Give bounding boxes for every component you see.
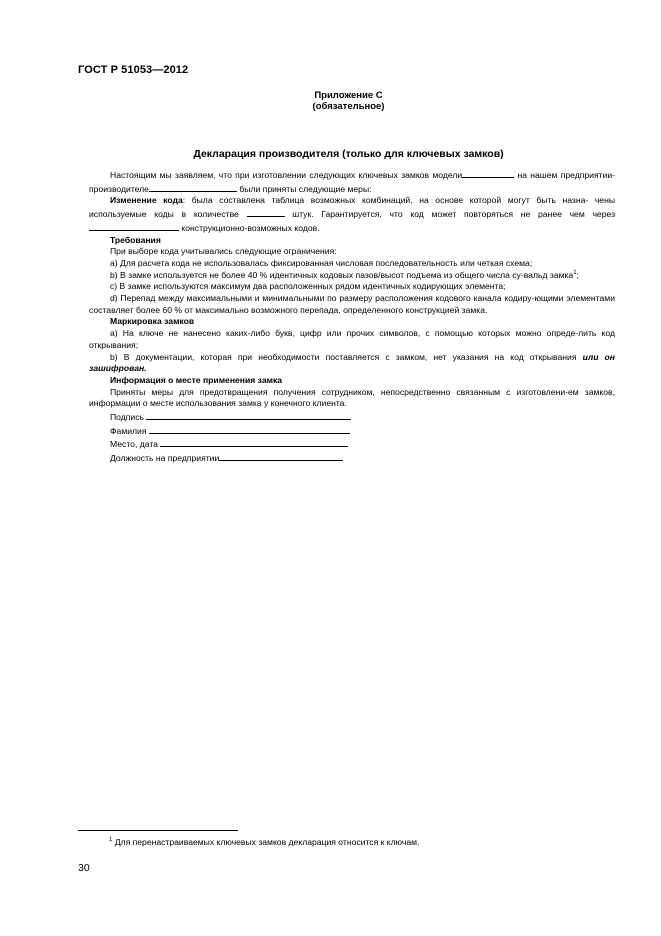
marking-b-emphasis: или он зашифрован. xyxy=(89,351,615,374)
footnote-mark: 1 xyxy=(109,837,113,844)
place-date-blank xyxy=(160,437,348,447)
position-row xyxy=(89,451,615,465)
repeat-count-blank xyxy=(89,221,179,231)
intro-paragraph xyxy=(89,168,615,195)
requirements-heading: Требования xyxy=(110,234,161,245)
model-blank xyxy=(462,168,514,178)
footnote-ref: 1 xyxy=(573,269,577,276)
requirement-d: d) Перепад между максимальными и минимальными по размеру расположения кодового канала кодиру-ющими элементами составляет более 60 % от максимально возможного перепада, определенного конструкцией замка. xyxy=(89,293,615,315)
standard-header: ГОСТ Р 51053—2012 xyxy=(78,64,189,76)
surname-row xyxy=(89,424,615,438)
code-change-paragraph xyxy=(89,195,615,234)
marking-a: а) На ключе не нанесено каких-либо букв, цифр или прочих символов, с помощью которых можно опреде-лить код открывания; xyxy=(89,328,615,350)
code-change-text-e: конструкционно-возможных кодов. xyxy=(181,222,320,233)
code-change-text-b: чены используемые коды в количестве xyxy=(89,195,616,220)
appendix-heading xyxy=(0,90,661,112)
manufacturer-blank xyxy=(149,182,237,192)
position-blank xyxy=(219,451,343,461)
intro-text-b: на нашем xyxy=(517,170,558,180)
code-change-text-a: : была составлена таблица возможных комбинаций, на основе которой могут быть назна- xyxy=(182,195,589,206)
page-number: 30 xyxy=(78,862,90,874)
document-title: Декларация производителя (только для ключевых замков) xyxy=(193,148,504,160)
declaration-body xyxy=(89,168,615,465)
code-change-text-d: через xyxy=(592,209,616,220)
code-change-label: Изменение кода xyxy=(110,195,183,206)
intro-text-a: Настоящим мы заявляем, что при изготовлении следующих ключевых замков модели xyxy=(110,170,463,180)
appendix-status: (обязательное) xyxy=(312,101,385,112)
location-text: Приняты меры для предотвращения получения сотрудником, непосредственно связанным с изготовлени-ем замков, информации о месте использования замка у конечного клиента. xyxy=(89,386,615,409)
appendix-title: Приложение С xyxy=(314,90,383,101)
location-heading: Информация о месте применения замка xyxy=(110,374,283,385)
requirement-b-text: b) В замке используется не более 40 % идентичных кодовых пазов/высот подъема из общего числа су-вальд замка xyxy=(110,269,574,280)
footnote xyxy=(109,837,419,847)
surname-label: Фамилия xyxy=(110,425,147,436)
code-count-blank xyxy=(247,207,285,217)
place-date-row xyxy=(89,437,615,451)
surname-blank xyxy=(149,424,350,434)
place-date-label: Место, дата xyxy=(110,439,158,450)
requirement-a: а) Для расчета кода не использовалась фиксированная числовая последовательность или четкая схема; xyxy=(110,257,533,268)
position-label: Должность на предприятии xyxy=(110,453,220,464)
footnote-divider xyxy=(78,830,238,831)
signature-label: Подпись xyxy=(110,412,145,423)
intro-text-c: предприятии-производителе xyxy=(89,170,616,194)
requirements-intro: При выборе кода учитывались следующие ограничения: xyxy=(110,246,337,257)
code-change-text-c: штук. Гарантируется, что код может повторяться не ранее чем xyxy=(292,209,585,220)
requirement-b xyxy=(89,270,615,282)
signature-blank xyxy=(146,410,351,420)
marking-b xyxy=(89,352,615,375)
requirement-b-end: ; xyxy=(576,269,579,280)
signature-row xyxy=(89,410,615,424)
requirement-c: с) В замке используются максимум два расположенных рядом идентичных кодирующих элемента; xyxy=(110,281,506,292)
marking-b-text: b) В документации, которая при необходимости поставляется с замком, нет указания на код открывания xyxy=(110,351,577,362)
footnote-text: Для перенастраиваемых ключевых замков декларация относится к ключам. xyxy=(114,837,420,847)
marking-heading: Маркировка замков xyxy=(110,316,195,327)
intro-text-d: были приняты следующие меры: xyxy=(239,183,372,194)
